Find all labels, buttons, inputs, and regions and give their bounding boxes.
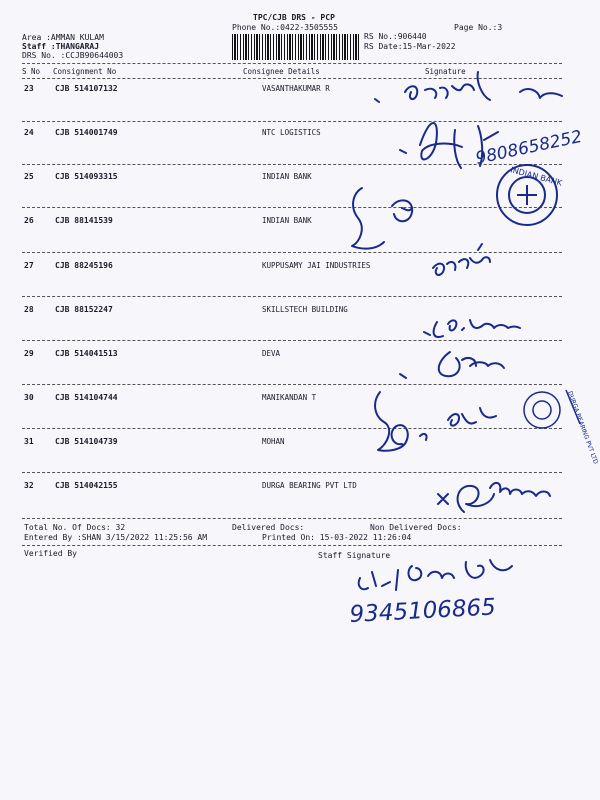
- page-number: Page No.:3: [454, 23, 503, 32]
- rs-date: RS Date:15-Mar-2022: [364, 42, 456, 51]
- col-signature: Signature: [425, 67, 466, 76]
- row-sno: 27: [24, 261, 34, 270]
- row-consignee: VASANTHAKUMAR R: [262, 84, 330, 93]
- bank-stamp-text: INDIAN BANK: [509, 165, 564, 188]
- handwritten-staff-phone: 9345106865: [348, 594, 497, 628]
- col-consignee: Consignee Details: [243, 67, 320, 76]
- phone-number: Phone No.:0422-3505555: [232, 23, 338, 32]
- row-consignee: DEVA: [262, 349, 281, 358]
- row-sno: 23: [24, 84, 34, 93]
- handwritten-phone-note: 9808658252: [473, 126, 584, 169]
- col-sno: S No: [22, 67, 41, 76]
- row-consignee: MOHAN: [262, 437, 285, 446]
- row-consignment: CJB 514093315: [55, 172, 118, 181]
- row-sno: 30: [24, 393, 34, 402]
- entered-by: Entered By :SHAN 3/15/2022 11:25:56 AM: [24, 533, 208, 542]
- area-label: Area :AMMAN KULAM: [22, 33, 104, 42]
- document-title: TPC/CJB DRS - PCP: [253, 13, 335, 22]
- row-consignment: CJB 514042155: [55, 481, 118, 490]
- row-sno: 26: [24, 216, 34, 225]
- row-consignee: KUPPUSAMY JAI INDUSTRIES: [262, 261, 371, 270]
- row-consignee: SKILLSTECH BUILDING: [262, 305, 348, 314]
- signature-row-26: [352, 188, 412, 249]
- delivered-docs: Delivered Docs:: [232, 523, 305, 532]
- row-consignment: CJB 88245196: [55, 261, 113, 270]
- rs-number: RS No.:906440: [364, 32, 427, 41]
- row-sno: 24: [24, 128, 34, 137]
- row-sno: 28: [24, 305, 34, 314]
- col-consignment: Consignment No: [53, 67, 117, 76]
- staff-signature-label: Staff Signature: [318, 551, 391, 560]
- row-consignment: CJB 88141539: [55, 216, 113, 225]
- row-consignee: NTC LOGISTICS: [262, 128, 321, 137]
- verified-by: Verified By: [24, 549, 77, 558]
- row-consignment: CJB 514104744: [55, 393, 118, 402]
- row-consignment: CJB 514001749: [55, 128, 118, 137]
- row-consignee: MANIKANDAN T: [262, 393, 317, 402]
- staff-label: Staff :THANGARAJ: [22, 42, 100, 51]
- signature-row-32: [438, 483, 550, 512]
- non-delivered-docs: Non Delivered Docs:: [370, 523, 462, 532]
- row-consignment: CJB 514041513: [55, 349, 118, 358]
- row-sno: 32: [24, 481, 34, 490]
- signature-row-27: [433, 244, 490, 275]
- staff-signature: [359, 560, 512, 590]
- signature-row-30-31: [375, 392, 496, 451]
- row-sno: 29: [24, 349, 34, 358]
- row-consignment: CJB 88152247: [55, 305, 113, 314]
- total-docs: Total No. Of Docs: 32: [24, 523, 126, 532]
- signature-row-28: [424, 320, 520, 337]
- row-consignment: CJB 514104739: [55, 437, 118, 446]
- company-stamp-text: DURGA BEARING PVT LTD: [566, 390, 600, 465]
- printed-on: Printed On: 15-03-2022 11:26:04: [262, 533, 412, 542]
- drs-number: DRS No. :CCJB90644003: [22, 51, 124, 60]
- row-sno: 31: [24, 437, 34, 446]
- row-consignee: INDIAN BANK: [262, 172, 312, 181]
- signature-row-29: [400, 352, 504, 378]
- row-consignment: CJB 514107132: [55, 84, 118, 93]
- row-consignee: DURGA BEARING PVT LTD: [262, 481, 357, 490]
- row-consignee: INDIAN BANK: [262, 216, 312, 225]
- row-sno: 25: [24, 172, 34, 181]
- signature-row-23: [375, 72, 562, 102]
